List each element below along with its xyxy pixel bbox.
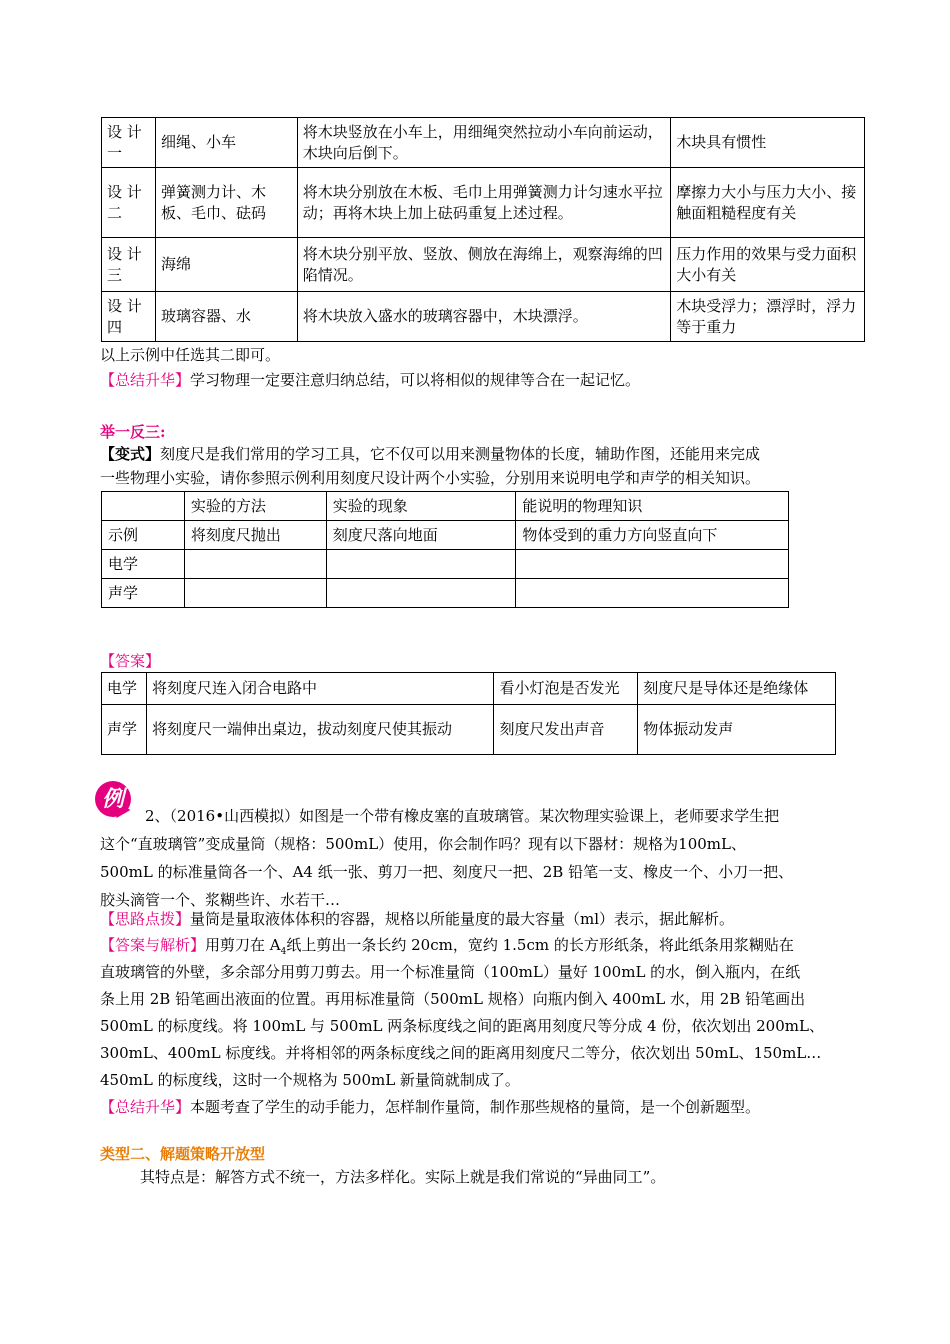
experiment-table: [101, 491, 789, 608]
table-row: [102, 168, 865, 238]
variant-label: 【变式】: [100, 445, 161, 463]
analysis-line3: 条上用 2B 铅笔画出液面的位置。再用标准量筒（500mL 规格）向瓶内倒入 400mL 水，用 2B 铅笔画出: [100, 990, 806, 1008]
juyi-heading: 举一反三:: [100, 423, 166, 441]
table-row: [102, 118, 865, 168]
table-cell: 将刻度尺抛出: [184, 521, 326, 550]
type2-text: 其特点是：解答方式不统一，方法多样化。实际上就是我们常说的“异曲同工”。: [140, 1168, 666, 1186]
variant-text: 刻度尺是我们常用的学习工具，它不仅可以用来测量物体的长度，辅助作图，还能用来完成: [160, 445, 761, 463]
design-method: 将木块分别放在木板、毛巾上用弹簧测力计匀速水平拉动；再将木块上加上砝码重复上述过程。: [297, 168, 670, 238]
design-table: [101, 117, 865, 342]
table-cell: 物体振动发声: [638, 705, 836, 755]
type2-heading: 类型二、解题策略开放型: [100, 1145, 266, 1163]
hint-label: 【思路点拨】: [100, 910, 191, 928]
analysis-subscript: 4: [280, 947, 287, 957]
design-method: 将木块竖放在小车上，用细绳突然拉动小车向前运动，木块向后倒下。: [297, 118, 670, 168]
table-cell: 物体受到的重力方向竖直向下: [516, 521, 789, 550]
example2-line2: 这个“直玻璃管”变成量筒（规格：500mL）使用，你会制作吗？现有以下器材：规格为100mL、: [100, 835, 746, 853]
design-method: 将木块分别平放、竖放、侧放在海绵上，观察海绵的凹陷情况。: [297, 238, 670, 292]
table-cell: [184, 579, 326, 608]
analysis-text-a: 用剪刀在 A: [205, 936, 281, 954]
table-cell: [326, 550, 516, 579]
table-row: [102, 673, 836, 705]
table-row: [102, 238, 865, 292]
analysis-line2: 直玻璃管的外壁，多余部分用剪刀剪去。用一个标准量筒（100mL）量好 100mL 的水，倒入瓶内，在纸: [100, 963, 801, 981]
analysis-line5: 300mL、400mL 标度线。并将相邻的两条标度线之间的距离用刻度尺二等分，依次划出 50mL、150mL…: [100, 1044, 822, 1062]
design-conclusion: 压力作用的效果与受力面积大小有关: [671, 238, 865, 292]
table-cell: 将刻度尺一端伸出桌边，拔动刻度尺使其振动: [146, 705, 494, 755]
design-materials: 弹簧测力计、木板、毛巾、砝码: [155, 168, 297, 238]
summary-paragraph-1: [100, 366, 640, 394]
summary-label: 【总结升华】: [100, 371, 191, 389]
table-row: [102, 292, 865, 342]
table-cell: [326, 579, 516, 608]
summary-label: 【总结升华】: [100, 1098, 191, 1116]
note-text: 以上示例中任选其二即可。: [100, 346, 281, 364]
table-cell: 电学: [102, 550, 185, 579]
table-row: [102, 550, 789, 579]
design-name: 设 计 四: [102, 292, 156, 342]
variant-text-line2: 一些物理小实验，请你参照示例利用刻度尺设计两个小实验，分别用来说明电学和声学的相关知识。: [100, 469, 761, 487]
table-cell: 将刻度尺连入闭合电路中: [146, 673, 494, 705]
summary-text: 本题考查了学生的动手能力，怎样制作量筒，制作那些规格的量筒，是一个创新题型。: [190, 1098, 761, 1116]
hint-paragraph: [100, 905, 734, 933]
table-row: [102, 521, 789, 550]
header-cell: [102, 492, 185, 521]
design-name: 设 计 一: [102, 118, 156, 168]
design-conclusion: 摩擦力大小与压力大小、接触面粗糙程度有关: [671, 168, 865, 238]
table-header-row: [102, 492, 789, 521]
summary-text: 学习物理一定要注意归纳总结，可以将相似的规律等合在一起记忆。: [190, 371, 641, 389]
table-cell: 刻度尺发出声音: [494, 705, 638, 755]
design-conclusion: 木块具有惯性: [671, 118, 865, 168]
table-cell: 刻度尺落向地面: [326, 521, 516, 550]
analysis-text-b: 纸上剪出一条长约 20cm，宽约 1.5cm 的长方形纸条，将此纸条用浆糊贴在: [286, 936, 794, 954]
design-materials: 海绵: [155, 238, 297, 292]
analysis-line6: 450mL 的标度线，这时一个规格为 500mL 新量筒就制成了。: [100, 1071, 520, 1089]
analysis-label: 【答案与解析】: [100, 936, 206, 954]
design-materials: 细绳、小车: [155, 118, 297, 168]
table-cell: 声学: [102, 705, 147, 755]
example2-line4: 胶头滴管一个、浆糊些许、水若干…: [100, 891, 341, 909]
header-cell: 能说明的物理知识: [516, 492, 789, 521]
design-name: 设 计 二: [102, 168, 156, 238]
design-method: 将木块放入盛水的玻璃容器中，木块漂浮。: [297, 292, 670, 342]
answer-label: 【答案】: [100, 652, 161, 670]
summary-paragraph-2: [100, 1093, 760, 1121]
design-name: 设 计 三: [102, 238, 156, 292]
answer-table: [101, 672, 836, 755]
header-cell: 实验的现象: [326, 492, 516, 521]
table-cell: [184, 550, 326, 579]
table-cell: 刻度尺是导体还是绝缘体: [638, 673, 836, 705]
header-cell: 实验的方法: [184, 492, 326, 521]
table-cell: 声学: [102, 579, 185, 608]
table-row: [102, 705, 836, 755]
design-conclusion: 木块受浮力；漂浮时，浮力等于重力: [671, 292, 865, 342]
table-cell: [516, 579, 789, 608]
table-row: [102, 579, 789, 608]
analysis-line4: 500mL 的标度线。将 100mL 与 500mL 两条标度线之间的距离用刻度尺等分成 4 份，依次划出 200mL、: [100, 1017, 824, 1035]
example-badge-icon: 例: [95, 781, 131, 817]
design-materials: 玻璃容器、水: [155, 292, 297, 342]
table-cell: 示例: [102, 521, 185, 550]
table-cell: [516, 550, 789, 579]
hint-text: 量筒是量取液体体积的容器，规格以所能量度的最大容量（ml）表示，据此解析。: [190, 910, 735, 928]
table-cell: 电学: [102, 673, 147, 705]
example2-line3: 500mL 的标准量筒各一个、A4 纸一张、剪刀一把、刻度尺一把、2B 铅笔一支、橡皮一个、小刀一把、: [100, 863, 794, 881]
table-cell: 看小灯泡是否发光: [494, 673, 638, 705]
example2-line1: 2、（2016•山西模拟）如图是一个带有橡皮塞的直玻璃管。某次物理实验课上，老师要求学生把: [145, 807, 780, 825]
